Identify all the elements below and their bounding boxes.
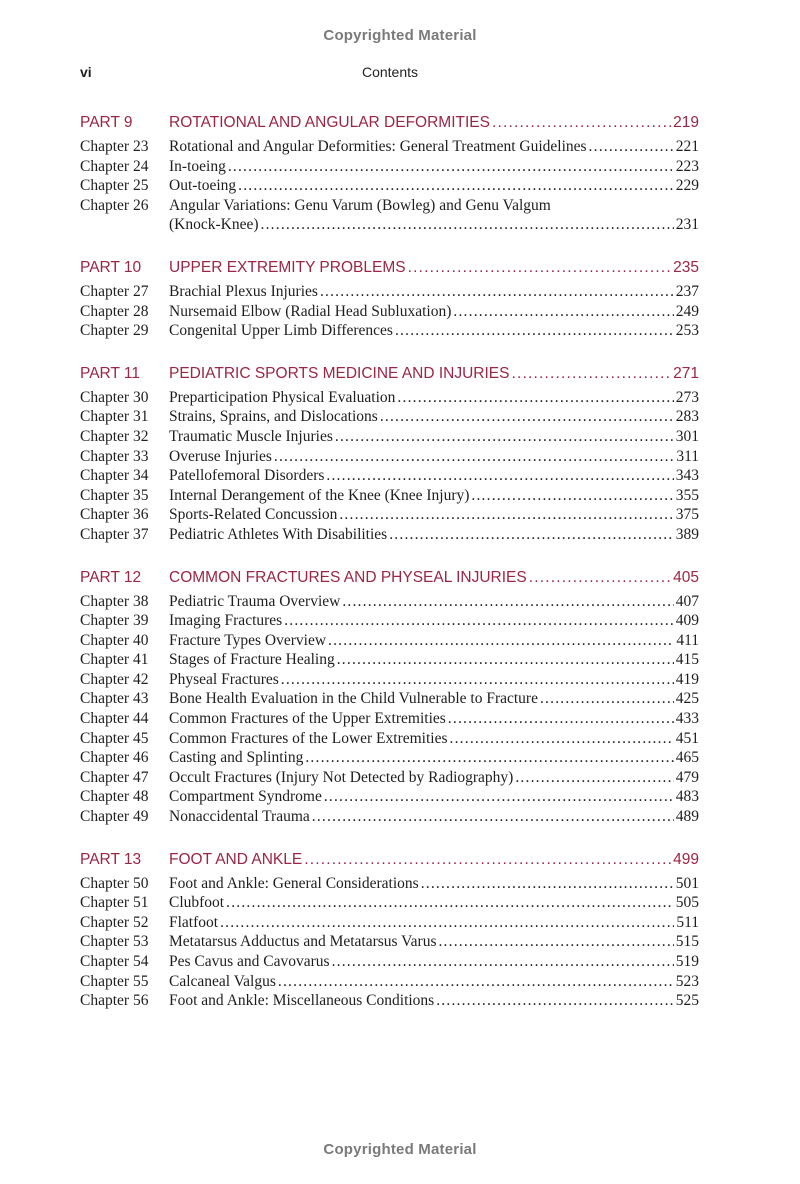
chapter-entry[interactable] [80,593,699,613]
part-heading-entry[interactable] [80,114,699,138]
chapter-entry[interactable] [80,389,699,409]
chapter-entry[interactable] [80,197,699,236]
chapter-page-number: 253 [675,322,699,340]
chapter-label: Chapter 32 [80,427,149,445]
toc-part-section [80,851,699,1012]
dot-leader [335,428,674,446]
chapter-title: Sports-Related Concussion [169,506,338,524]
dot-leader [261,216,674,234]
dot-leader [238,177,674,195]
chapter-title: Rotational and Angular Deformities: General Treatment Guidelines [169,138,587,155]
chapter-page-number: 411 [676,631,699,649]
dot-leader [492,114,671,132]
dot-leader [397,389,673,407]
dot-leader [395,322,674,340]
chapter-label: Chapter 44 [80,710,149,728]
chapter-title: Pediatric Trauma Overview [169,592,341,610]
dot-leader [339,506,673,524]
chapter-title: Strains, Sprains, and Dislocations [169,408,378,426]
part-label: PART 13 [80,850,142,868]
chapter-page-number: 511 [676,913,699,931]
toc-part-section [80,569,699,828]
toc-part-section [80,114,699,236]
chapter-title: Angular Variations: Genu Varum (Bowleg) and Genu Valgum [169,196,551,214]
chapter-page-number: 301 [675,427,699,445]
chapter-title: Out-toeing [169,177,237,195]
chapter-page-number: 425 [675,690,699,708]
part-title: COMMON FRACTURES AND PHYSEAL INJURIES [169,568,527,586]
chapter-page-number: 409 [675,612,699,630]
chapter-page-number: 433 [675,710,699,728]
dot-leader [278,973,674,991]
chapter-page-number: 375 [675,506,699,524]
chapter-page-number: 249 [675,302,699,320]
dot-leader [453,303,673,321]
chapter-label: Chapter 41 [80,651,149,669]
chapter-title: Nursemaid Elbow (Radial Head Subluxation) [169,302,452,320]
chapter-label: Chapter 40 [80,631,149,649]
chapter-title: Metatarsus Adductus and Metatarsus Varus [169,933,437,951]
chapter-entry[interactable] [80,973,699,993]
dot-leader [436,992,674,1010]
part-title: FOOT AND ANKLE [169,850,303,868]
table-of-contents [80,114,699,1035]
chapter-page-number: 501 [675,874,699,892]
chapter-entry[interactable] [80,158,699,178]
chapter-label: Chapter 36 [80,506,149,524]
chapter-title: Common Fractures of the Lower Extremities [169,729,448,747]
chapter-entry[interactable] [80,651,699,671]
chapter-entry[interactable] [80,671,699,691]
chapter-title: Foot and Ankle: General Considerations [169,874,419,892]
chapter-label: Chapter 56 [80,992,149,1010]
part-page-number: 271 [673,364,699,382]
chapter-entry-line-1 [80,197,699,217]
toc-part-section [80,259,699,342]
part-title: PEDIATRIC SPORTS MEDICINE AND INJURIES [169,364,510,382]
chapter-label: Chapter 31 [80,408,149,426]
chapter-page-number: 273 [675,388,699,406]
chapter-page-number: 519 [675,953,699,970]
dot-leader [332,953,674,971]
dot-leader [312,808,674,826]
chapter-label: Chapter 45 [80,729,149,747]
chapter-entry[interactable] [80,710,699,730]
chapter-title: Stages of Fracture Healing [169,651,335,669]
part-page-number: 235 [673,258,699,276]
dot-leader [284,612,674,630]
chapter-title: Fracture Types Overview [169,631,327,649]
part-heading-entry[interactable] [80,365,699,389]
chapter-label: Chapter 53 [80,933,149,951]
chapter-entry[interactable] [80,690,699,710]
chapter-entry-line-2 [80,216,699,236]
chapter-label: Chapter 26 [80,196,149,214]
chapter-page-number: 523 [675,972,699,990]
chapter-label: Chapter 27 [80,282,149,300]
page-number: vi [80,64,92,80]
chapter-title: Compartment Syndrome [169,788,322,806]
dot-leader [380,408,674,426]
chapter-entry[interactable] [80,448,699,468]
chapter-entry[interactable] [80,408,699,428]
chapter-label: Chapter 55 [80,972,149,990]
chapter-title: Pes Cavus and Cavovarus [169,953,330,970]
chapter-label: Chapter 47 [80,768,149,786]
chapter-page-number: 389 [675,525,699,543]
chapter-label: Chapter 29 [80,322,149,340]
part-title: UPPER EXTREMITY PROBLEMS [169,258,406,276]
chapter-title: Foot and Ankle: Miscellaneous Conditions [169,992,435,1010]
chapter-title: Casting and Splinting [169,749,304,767]
dot-leader [342,593,673,611]
running-head-title: Contents [361,64,419,80]
chapter-label: Chapter 24 [80,157,149,175]
dot-leader [450,730,674,748]
chapter-page-number: 479 [675,768,699,786]
chapter-page-number: 311 [676,447,699,465]
chapter-title: Bone Health Evaluation in the Child Vulnerable to Fracture [169,690,538,708]
chapter-page-number: 343 [675,467,699,485]
chapter-label: Chapter 48 [80,788,149,806]
chapter-title-continued: (Knock-Knee) [169,216,259,234]
dot-leader [438,933,673,951]
chapter-label: Chapter 54 [80,953,149,970]
chapter-entry[interactable] [80,322,699,342]
dot-leader [320,283,674,301]
dot-leader [408,259,672,277]
chapter-title: Occult Fractures (Injury Not Detected by Radiography) [169,768,514,786]
chapter-label: Chapter 42 [80,670,149,688]
chapter-title: Traumatic Muscle Injuries [169,427,333,445]
chapter-page-number: 229 [675,177,699,195]
chapter-entry[interactable] [80,487,699,507]
chapter-title: Clubfoot [169,894,225,912]
dot-leader [304,851,671,869]
chapter-title: Overuse Injuries [169,447,272,465]
chapter-page-number: 451 [675,729,699,747]
copyright-watermark-bottom: Copyrighted Material [323,1141,477,1158]
chapter-label: Chapter 43 [80,690,149,708]
chapter-label: Chapter 23 [80,138,149,155]
chapter-page-number: 223 [675,157,699,175]
dot-leader [326,467,673,485]
chapter-label: Chapter 37 [80,525,149,543]
chapter-label: Chapter 25 [80,177,149,195]
chapter-entry[interactable] [80,749,699,769]
chapter-title: Patellofemoral Disorders [169,467,325,485]
chapter-page-number: 483 [675,788,699,806]
dot-leader [471,487,673,505]
chapter-title: Physeal Fractures [169,670,279,688]
chapter-entry[interactable] [80,283,699,303]
chapter-page-number: 465 [675,749,699,767]
dot-leader [274,448,674,466]
chapter-entry[interactable] [80,177,699,197]
part-page-number: 405 [673,568,699,586]
chapter-entry[interactable] [80,894,699,914]
chapter-title: Preparticipation Physical Evaluation [169,388,396,406]
chapter-page-number: 283 [675,408,699,426]
dot-leader [511,365,671,383]
chapter-entry[interactable] [80,428,699,448]
chapter-page-number: 505 [675,894,699,912]
chapter-title: Calcaneal Valgus [169,972,276,990]
chapter-entry[interactable] [80,992,699,1012]
dot-leader [281,671,674,689]
dot-leader [515,769,673,787]
chapter-title: Nonaccidental Trauma [169,808,310,826]
dot-leader [226,894,674,912]
part-label: PART 10 [80,258,142,276]
chapter-page-number: 407 [675,592,699,610]
chapter-entry[interactable] [80,506,699,526]
chapter-entry[interactable] [80,914,699,934]
dot-leader [337,651,674,669]
chapter-entry[interactable] [80,730,699,750]
dot-leader [328,632,674,650]
chapter-entry[interactable] [80,953,699,973]
chapter-label: Chapter 49 [80,808,149,826]
chapter-page-number: 355 [675,486,699,504]
part-label: PART 12 [80,568,142,586]
chapter-page-number: 515 [675,933,699,951]
chapter-label: Chapter 50 [80,874,149,892]
dot-leader [324,788,674,806]
chapter-entry[interactable] [80,612,699,632]
chapter-page-number: 221 [675,138,699,155]
chapter-label: Chapter 38 [80,592,149,610]
chapter-label: Chapter 46 [80,749,149,767]
chapter-title: Flatfoot [169,913,219,931]
chapter-title: Brachial Plexus Injuries [169,282,318,300]
part-label: PART 9 [80,114,133,131]
part-heading-entry[interactable] [80,851,699,875]
part-heading-entry[interactable] [80,569,699,593]
chapter-page-number: 419 [675,670,699,688]
chapter-title: Internal Derangement of the Knee (Knee Injury) [169,486,470,504]
chapter-title: Common Fractures of the Upper Extremities [169,710,446,728]
chapter-entry[interactable] [80,788,699,808]
chapter-label: Chapter 52 [80,913,149,931]
toc-part-section [80,365,699,546]
chapter-page-number: 231 [675,216,699,234]
dot-leader [448,710,674,728]
dot-leader [589,138,674,156]
chapter-label: Chapter 39 [80,612,149,630]
chapter-label: Chapter 35 [80,486,149,504]
chapter-title: In-toeing [169,157,226,175]
chapter-entry[interactable] [80,808,699,828]
chapter-label: Chapter 28 [80,302,149,320]
dot-leader [540,690,674,708]
chapter-page-number: 525 [675,992,699,1010]
chapter-entry[interactable] [80,303,699,323]
chapter-entry[interactable] [80,769,699,789]
part-page-number: 499 [673,850,699,868]
chapter-title: Congenital Upper Limb Differences [169,322,393,340]
chapter-label: Chapter 33 [80,447,149,465]
part-label: PART 11 [80,364,141,382]
chapter-title: Pediatric Athletes With Disabilities [169,525,388,543]
part-page-number: 219 [673,114,699,131]
chapter-title: Imaging Fractures [169,612,283,630]
part-title: ROTATIONAL AND ANGULAR DEFORMITIES [169,114,490,131]
dot-leader [529,569,671,587]
chapter-entry[interactable] [80,632,699,652]
chapter-page-number: 489 [675,808,699,826]
chapter-label: Chapter 34 [80,467,149,485]
dot-leader [220,914,674,932]
dot-leader [305,749,673,767]
dot-leader [228,158,674,176]
chapter-label: Chapter 51 [80,894,149,912]
chapter-page-number: 237 [675,282,699,300]
chapter-page-number: 415 [675,651,699,669]
chapter-entry[interactable] [80,526,699,546]
part-heading-entry[interactable] [80,259,699,283]
chapter-label: Chapter 30 [80,388,149,406]
chapter-entry[interactable] [80,875,699,895]
dot-leader [389,526,674,544]
copyright-watermark-top: Copyrighted Material [323,27,477,44]
chapter-entry[interactable] [80,138,699,158]
dot-leader [421,875,674,893]
chapter-entry[interactable] [80,467,699,487]
chapter-entry[interactable] [80,933,699,953]
running-header [80,64,700,84]
